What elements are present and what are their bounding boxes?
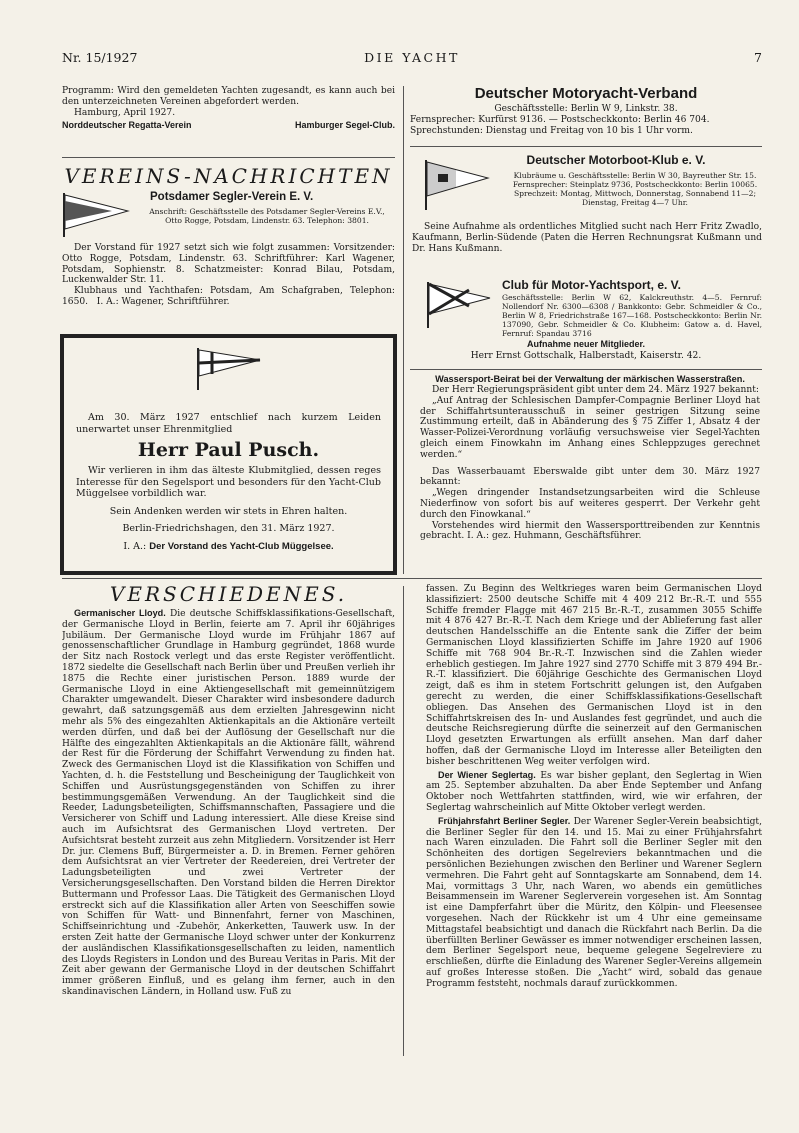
obituary-text: Wir verlieren in ihm das älteste Klubmitglied, dessen reges Interesse für den Segelsport und besonders für den Yacht-Club Müggelsee vorbildlich war. [76, 465, 381, 499]
issue-number: Nr. 15/1927 [62, 50, 138, 65]
section-title-verschiedenes: VERSCHIEDENES. [109, 582, 348, 606]
programm-date: Hamburg, April 1927. [74, 107, 176, 118]
obituary-box [60, 334, 397, 575]
dmbk-section [410, 152, 762, 274]
page-header [62, 50, 762, 68]
klubhaus-signature: I. A.: Wagener, Schriftführer. [96, 296, 230, 307]
cmy-section [410, 278, 762, 366]
beirat-title: Wassersport-Beirat bei der Verwaltung der märkischen Wasserstraßen. [435, 374, 745, 384]
divider [62, 157, 395, 158]
sig-regatta-verein: Norddeutscher Regatta-Verein [62, 120, 192, 131]
lloyd-text: Die deutsche Schiffsklassifikations-Gesellschaft, der Germanische Lloyd in Berlin, feierte am 7. April ihr 60jähriges Jubiläum. Der Germanische Lloyd wurde im Frühjahr 1867 auf genossenschaftlicher Grundlage in Hamburg gegründet, 1868 wurde der Sitz nach Rostock verlegt und das erste Register veröffentlicht. 1872 siedelte die Gesellschaft nach Berlin über und Preußen verlieh ihr 1875 die Rechte einer juristischen Person. 1889 wurde der Germanische Lloyd in eine Aktiengesellschaft mit gemeinnützigem Charakter umgewandelt. Dieser Charakter wird insbesondere dadurch gewahrt, daß satzungsgemäß aus dem erzielten Jahresgewinn nicht mehr als 5% des eingezahlten Aktienkapitals an die Aktionäre verteilt werden dürfen, und daß bei der Auflösung der Gesellschaft nur die Hälfte des eingezahlten Aktienkapitals an die Aktionäre fällt, während der Rest für die Förderung der Schiffahrt Verwendung zu finden hat. Zweck des Germanischen Lloyd ist die Klassifikation von Schiffen und Yachten, d. h. die Feststellung und Bescheinigung der Tauglichkeit von Schiffen und Ausrüstungsgegenständen von Schiffen zu ihrer bestimmungsgemäßen Verwendung. An der Tauglichkeit sind die Reeder, Ladungsbeteiligten, Schiffsmannschaften, Passagiere und die Versicherer von Schiff und Ladung interessiert. Alle diese Kreise sind auch im Aufsichtsrat des Germanischen Lloyd vertreten. Der Aufsichtsrat besteht zurzeit aus zehn Mitgliedern. Vorsitzender ist Herr Dr. jur. Clemens Buff, Bürgermeister a. D. in Bremen. Ferner gehören dem Aufsichtsrat an vier Vertreter der Reedereien, drei Vertreter der Ladungsbeteiligten und zwei Vertreter der Versicherungsgesellschaften. Den Vorstand bilden die Herren Direktor Buttermann und Professor Laas. Die Tätigkeit des Germanischen Lloyd erstreckt sich auf die Klassifikation aller Arten von Seeschiffen sowie von Schiffen für Watt- und Binnenfahrt, ferner von Maschinen, Schiffseinrichtung und -Zubehör, Ankerketten, Tauwerk usw. In der ersten Zeit hatte der Germanische Lloyd schwer unter der Konkurrenz der ausländischen Klassifikationsgesellschaften zu leiden, namentlich des Lloyds Registers in London und des Bureau Veritas in Paris. Mit der Zeit aber gewann der Germanische Lloyd in der deutschen Schiffahrt immer größeren Einfluß, und es gelang ihm ferner, auch in den skandinavischen Ländern, in Holland usw. Fuß zu [62, 609, 395, 997]
lloyd-continued: fassen. Zu Beginn des Weltkrieges waren beim Germanischen Lloyd klassifiziert: 2500 deutsche Schiffe mit 4 409 212 Br.-R.-T. und 555 Schiffe fremder Flagge mit 467 215 Br.-R.-T., zusammen 3055 Schiffe mit 4 876 427 Br.-R.-T. Nach dem Kriege und der Ablieferung fast aller deutschen Handelsschiffe an die Entente sank die Ziffer der beim Germanischen Lloyd klassifizierten Schiffe im Jahre 1920 auf 1906 Schiffe mit 768 904 Br.-R.-T. Inzwischen sind die Zahlen wieder erheblich gestiegen. Im Jahre 1927 sind 2770 Schiffe mit 3 879 494 Br.-R.-T. klassifiziert. Die 60jährige Geschichte des Germanischen Lloyd zeigt, daß es ihm in stetem Fortschritt gelungen ist, den Aufgaben gerecht zu werden, die einer Schiffsklassifikations-Gesellschaft obliegen. Das Ansehen des Germanischen Lloyd ist in den Schiffahrtskreisen des In- und Auslandes fest gegründet, und auch die deutsche Reichsregierung dürfte die seinerzeit auf den Germanischen Lloyd gesetzten Erwartungen als erfüllt ansehen. Man darf daher hoffen, daß der Germanische Lloyd im Interesse aller Beteiligten den bisher beschrittenen Weg weiter verfolgen wird. [426, 584, 762, 767]
cmy-info: Geschäftsstelle: Berlin W 62, Kalckreuthstr. 4—5. Fernruf: Nollendorf Nr. 6300—6308 / Bankkonto: Gebr. Schmeidler & Co., Berlin W 8, Friedrichstraße 167—168. Postscheckkonto: Berlin Nr. 137090, Gebr. Schmeidler & Co. Klubheim: Gatow a. d. Havel, Fernruf: Spandau 3716 [502, 293, 762, 338]
burgee-icon [422, 158, 492, 212]
dmyv-title: Deutscher Motoryacht-Verband [474, 85, 698, 102]
dmbk-member-text: Seine Aufnahme als ordentliches Mitglied sucht nach Herr Fritz Zwadlo, Kaufmann, Berlin-Südende (Paten die Herren Rechnungsrat Kußmann und Dr. Hans Kußmann. [412, 222, 762, 254]
programm-section [62, 86, 395, 130]
klubhaus-line: Klubhaus und Yachthafen: Potsdam, Am Schafgraben, Telephon: 1650. [62, 286, 395, 307]
column-rule [403, 86, 404, 574]
divider [410, 369, 762, 370]
club-name-potsdam: Potsdamer Segler-Verein E. V. [150, 191, 314, 203]
dmyv-office: Geschäftsstelle: Berlin W 9, Linkstr. 38. [494, 104, 678, 114]
dmbk-info: Klubräume u. Geschäftsstelle: Berlin W 30, Bayreuther Str. 15. Fernsprecher: Steinplatz 9736, Postscheckkonto: Berlin 10065. Sprechzeit: Montag, Mittwoch, Donnerstag, Sonnabend 11—2; Dienstag, Freitag 4—7 Uhr. [512, 171, 758, 207]
dmyv-section [410, 84, 762, 136]
burgee-icon [194, 346, 264, 392]
klubhaus-text [62, 286, 395, 308]
cmy-subtitle: Aufnahme neuer Mitglieder. [526, 339, 646, 349]
lloyd-article [62, 608, 395, 998]
obituary-place: Berlin-Friedrichshagen, den 31. März 1927. [122, 523, 335, 534]
cmy-title: Club für Motor-Yachtsport, e. V. [502, 278, 681, 292]
verschiedenes-right [426, 584, 762, 1054]
dmyv-hours: Sprechstunden: Dienstag und Freitag von 10 bis 1 Uhr vorm. [410, 125, 693, 136]
dmyv-phone: Fernsprecher: Kurfürst 9136. — Postscheckkonto: Berlin 46 704. [410, 114, 710, 125]
section-title-vereins: VEREINS-NACHRICHTEN [64, 164, 393, 188]
obituary-sig: Der Vorstand des Yacht-Club Müggelsee. [149, 540, 334, 552]
burgee-icon [424, 280, 494, 330]
dmbk-title: Deutscher Motorboot-Klub e. V. [526, 153, 706, 167]
beirat-section [420, 374, 760, 574]
beirat-quote1: „Auf Antrag der Schlesischen Dampfer-Compagnie Berliner Lloyd hat der Schiffahrtsunterausschuß in seiner gestrigen Sitzung seine Zustimmung erteilt, daß in Abänderung des § 75 Ziffer 1, Absatz 4 der Wasser-Polizei-Verordnung vorläufig versuchsweise vier Segel-Yachten gleich einem Finowkahn im Anhang eines Schleppzuges gerechnet werden.“ [420, 395, 760, 460]
wiener-heading: Der Wiener Seglertag. [438, 769, 536, 780]
cmy-member: Herr Ernst Gottschalk, Halberstadt, Kaiserstr. 42. [470, 351, 702, 361]
fahrt-text: Der Warener Segler-Verein beabsichtigt, die Berliner Segler für den 14. und 15. Mai zu einer Frühjahrsfahrt nach Waren einzuladen. Die Fahrt soll die Berliner Segler mit den Schönheiten des dortigen Segelreviers bekanntmachen und die persönlichen Beziehungen zwischen den Berliner und Warener Seglern vermehren. Die Fahrt geht auf Sonntagskarte am Sonnabend, dem 14. Mai, vormittags 3 Uhr, nach Waren, wo abends ein gemütliches Beisammensein im Warener Seglerverein vorgesehen ist. Am Sonntag ist eine Dampferfahrt über die Müritz, den Kölpin- und Fleesensee vorgesehen. Nach der Rückkehr ist um 4 Uhr eine gemeinsame Mittagstafel beabsichtigt und danach die Rückfahrt nach Berlin. Da die überfüllten Berliner Gewässer es immer notwendiger erscheinen lassen, dem Berliner Segelsport neue, bequeme gelegene Segelreviere zu erschließen, dürfte die Einladung des Warener Segler-Vereins allgemein auf großes Interesse stoßen. Die „Yacht“ wird, sobald das genaue Programm feststeht, nochmals darauf zurückkommen. [426, 816, 762, 989]
obituary-sig-prefix: I. A.: [123, 540, 147, 552]
vorstand-text: Der Vorstand für 1927 setzt sich wie folgt zusammen: Vorsitzender: Otto Rogge, Potsdam, Lindenstr. 63. Schriftführer: Karl Wagener, Potsdam, Sophienstr. 8. Schatzmeister: Konrad Bilau, Potsdam, Luckenwalder Str. 11. [62, 243, 395, 286]
sig-segel-club: Hamburger Segel-Club. [294, 120, 395, 131]
programm-text: Programm: Wird den gemeldeten Yachten zugesandt, es kann auch bei den unterzeichneten Vereinen abgefordert werden. [62, 86, 395, 107]
beirat-p2: Das Wasserbauamt Eberswalde gibt unter dem 30. März 1927 bekannt: [420, 466, 760, 488]
journal-title: DIE YACHT [364, 50, 460, 65]
fahrt-heading: Frühjahrsfahrt Berliner Segler. [438, 815, 571, 826]
beirat-quote2: „Wegen dringender Instandsetzungsarbeiten wird die Schleuse Niederfinow von sofort bis auf weiteres gesperrt. Der Verkehr geht durch den Finowkanal.“ [420, 488, 760, 520]
pennant-icon [62, 191, 130, 239]
beirat-p3: Vorstehendes wird hiermit den Wassersporttreibenden zur Kenntnis gebracht. I. A.: gez. Huhmann, Geschäftsführer. [420, 520, 760, 542]
beirat-p1: Der Herr Regierungspräsident gibt unter dem 24. März 1927 bekannt: [432, 385, 759, 395]
programm-signatures [62, 120, 395, 130]
obituary-intro: Am 30. März 1927 entschlief nach kurzem Leiden unerwartet unser Ehrenmitglied [76, 412, 381, 435]
divider [410, 146, 762, 147]
page-number: 7 [754, 50, 762, 65]
obituary-memory: Sein Andenken werden wir stets in Ehren halten. [109, 505, 348, 517]
obituary-name: Herr Paul Pusch. [137, 439, 320, 461]
wiener-text: Es war bisher geplant, den Seglertag in Wien am 25. September abzuhalten. Da aber Ende September und Anfang Oktober noch Wettfahrten stattfinden, wird, wie wir erfahren, der Seglertag wahrscheinlich auf Mitte Oktober verlegt werden. [426, 770, 762, 813]
club-address: Anschrift: Geschäftsstelle des Potsdamer Segler-Vereins E.V., Otto Rogge, Potsdam, Lindenstr. 63. Telephon: 3801. [149, 207, 385, 225]
lloyd-heading: Germanischer Lloyd. [74, 608, 166, 618]
wiener-article [426, 770, 762, 814]
verschiedenes-left [62, 582, 395, 1052]
column-rule [403, 586, 404, 1056]
divider [62, 578, 762, 579]
vereins-section [62, 164, 395, 326]
obituary-signature [76, 541, 381, 553]
fahrt-article [426, 816, 762, 990]
